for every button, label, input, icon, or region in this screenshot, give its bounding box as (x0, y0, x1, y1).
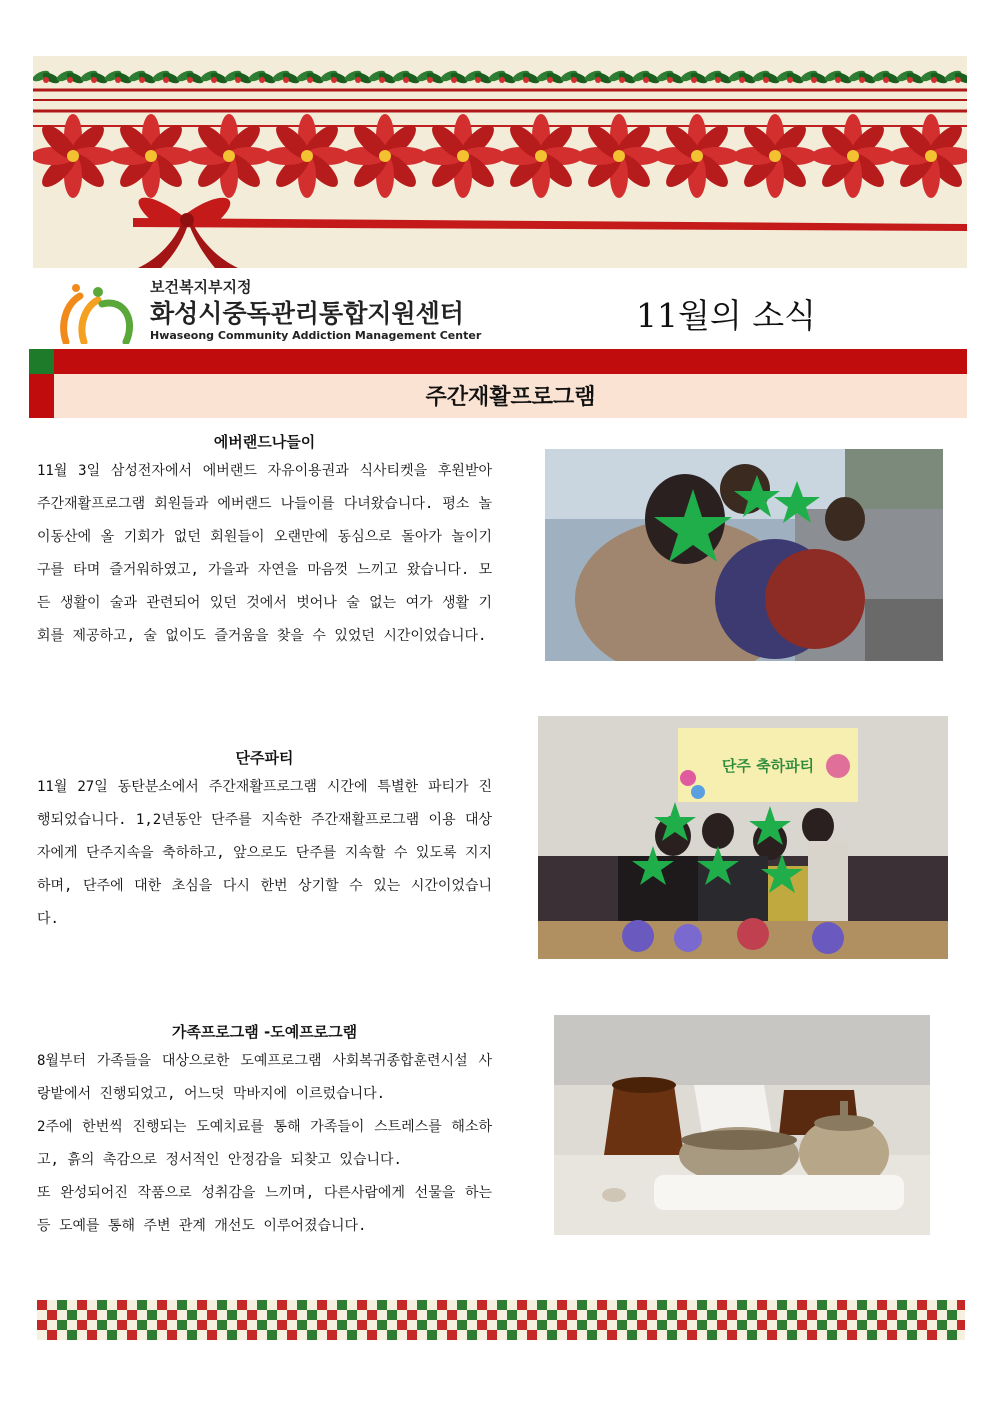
poinsettia-icon (265, 114, 349, 198)
org-name: 화성시중독관리통합지원센터 (150, 299, 464, 328)
pottery-photo (554, 1015, 930, 1235)
article-paragraph: 8월부터 가족들을 대상으로한 도예프로그램 사회복귀종합훈련시설 사랑밭에서 진행되었고, 어느덧 막바지에 이르렀습니다. (37, 1053, 492, 1102)
party-banner-text: 단주 축하파티 (721, 757, 815, 775)
org-name-en: Hwaseong Community Addiction Management Center (150, 329, 482, 342)
checkered-border (37, 1300, 965, 1340)
christmas-banner (33, 56, 967, 268)
org-logo (58, 276, 498, 346)
article-body (37, 1045, 492, 1243)
article-title: 가족프로그램 -도예프로그램 (171, 1023, 358, 1041)
poinsettia-icon (733, 114, 817, 198)
poinsettia-icon (187, 114, 271, 198)
poinsettia-icon (577, 114, 661, 198)
poinsettia-illustration (33, 56, 967, 268)
section-bar-top (29, 349, 967, 374)
section-bar-accent (29, 349, 54, 374)
section-bar-left (29, 374, 54, 418)
poinsettia-icon (655, 114, 739, 198)
article-title: 에버랜드나들이 (213, 433, 316, 451)
center-logo-icon (58, 284, 138, 344)
article-body: 11월 3일 삼성전자에서 에버랜드 자유이용권과 식사티켓을 후원받아 주간재활프로그램 회원들과 에버랜드 나들이를 다녀왔습니다. 평소 놀이동산에 올 기회가 없던 회원들이 오랜만에 동심으로 돌아가 놀이기구를 타며 즐거워하였고, 가을과 자연을 마음껏 느끼고 왔습니다. 모든 생활이 술과 관련되어 있던 것에서 벗어나 술 없는 여가 생활 기회를 제공하고, 술 없이도 즐거움을 찾을 수 있었던 시간이었습니다. (37, 463, 492, 644)
poinsettia-icon (343, 114, 427, 198)
poinsettia-icon (109, 114, 193, 198)
section-title: 주간재활프로그램 (425, 385, 596, 410)
poinsettia-icon (499, 114, 583, 198)
poinsettia-icon (811, 114, 895, 198)
everland-photo (545, 449, 943, 661)
poinsettia-icon (33, 114, 115, 198)
article-paragraph: 또 완성되어진 작품으로 성취감을 느끼며, 다른사람에게 선물을 하는 등 도예를 통해 주변 관계 개선도 이루어졌습니다. (37, 1185, 492, 1234)
article-title: 단주파티 (235, 749, 294, 767)
month-title: 11월의 소식 (636, 296, 816, 335)
article-paragraph: 2주에 한번씩 진행되는 도예치료를 통해 가족들이 스트레스를 해소하고, 흙의 촉감으로 정서적인 안정감을 되찾고 있습니다. (37, 1119, 492, 1168)
article-body: 11월 27일 동탄분소에서 주간재활프로그램 시간에 특별한 파티가 진행되었습니다. 1,2년동안 단주를 지속한 주간재활프로그램 이용 대상자에게 단주지속을 축하하고, 앞으로도 단주를 지속할 수 있도록 지지하며, 단주에 대한 초심을 다시 한번 상기할 수 있는 시간이었습니다. (37, 779, 492, 927)
org-designation: 보건복지부지정 (150, 278, 252, 296)
party-photo (538, 716, 948, 959)
poinsettia-icon (421, 114, 505, 198)
